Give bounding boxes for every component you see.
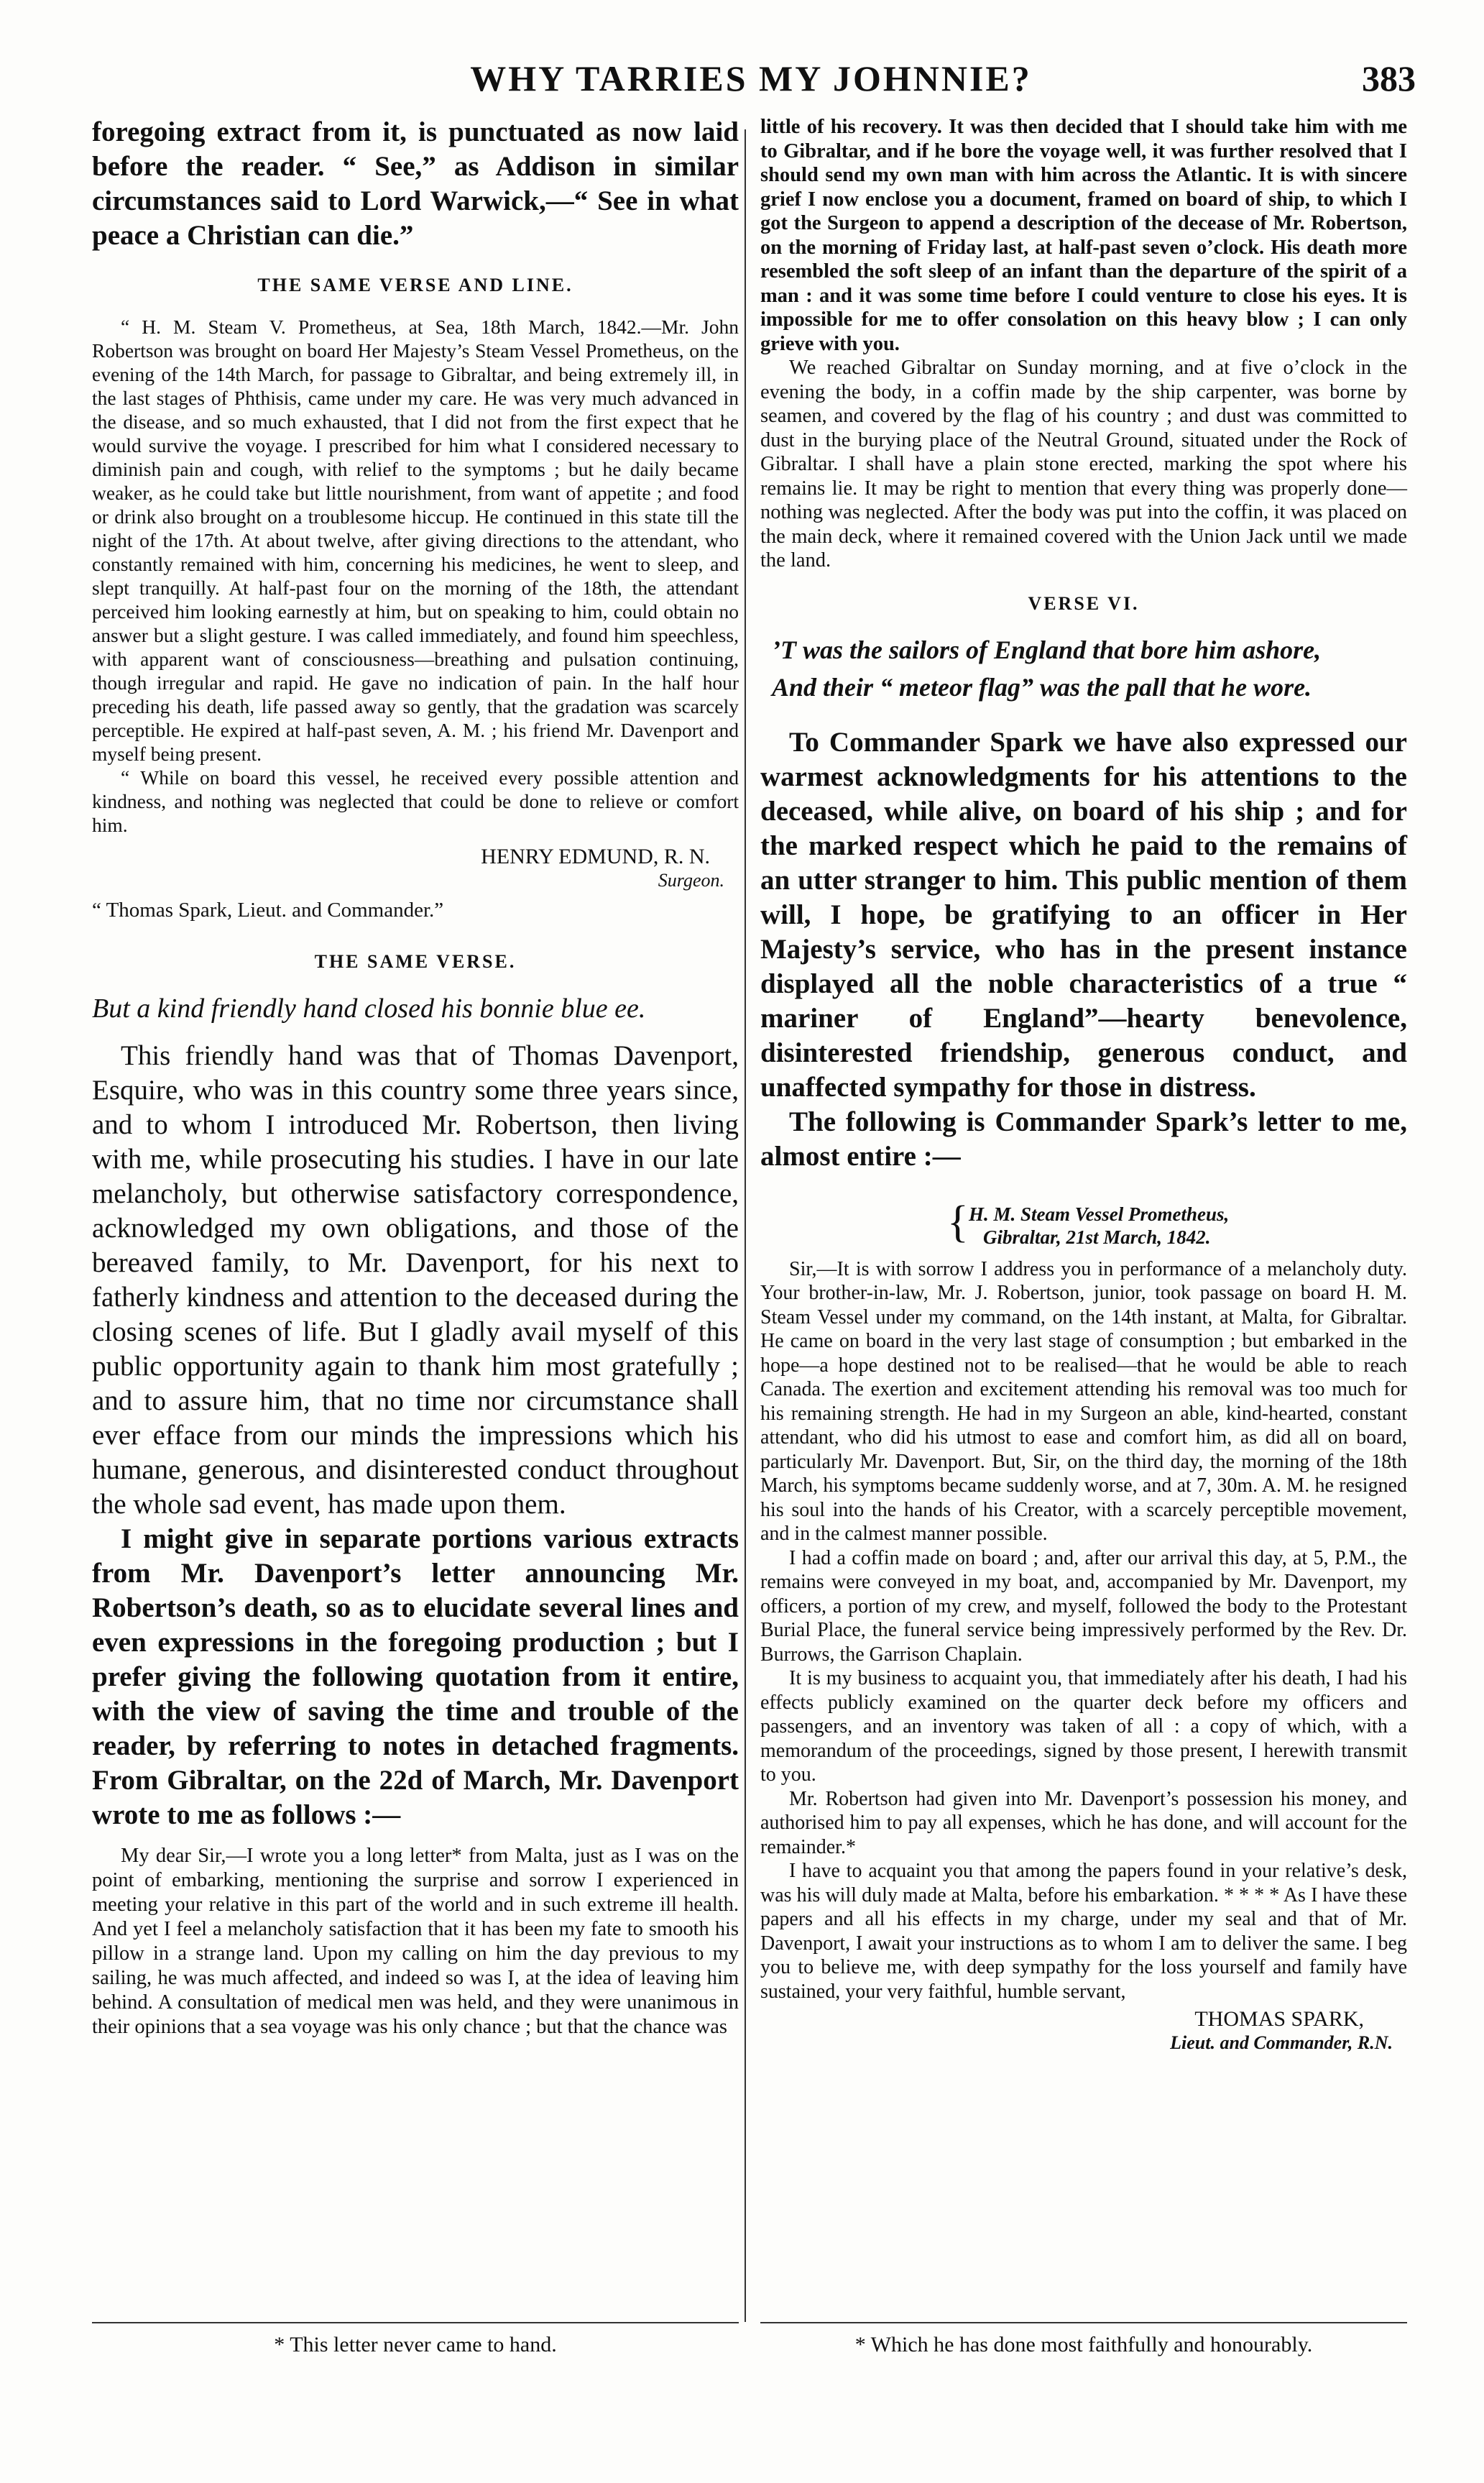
- spark-letter: Sir,—It is with sorrow I address you in performance of a melancholy duty. Your brother-in-law, Mr. J. Robertson, junior, took passage on board H. M. Steam Vessel under my command, on the 14th instant, at Malta, for Gibraltar. He came on board in the very last stage of consumption ; but embarked in the hope—a hope destined not to be realised—that he would be able to reach Canada. The exertion and excitement attending his removal was too much for his remaining strength. He had in my Surgeon an able, kind-hearted, constant attendant, who did his utmost to ease and comfort him, as did all on board, particularly Mr. Davenport. But, Sir, on the third day, the morning of the 18th March, his symptoms became suddenly worse, and at 7, 30m. A. M. he resigned his soul into the hands of his Creator, with a scarcely perceptible movement, and in the calmest manner possible.: [760, 1257, 1407, 1545]
- intro-paragraph: foregoing extract from it, is punctuated as now laid before the reader. “ See,” as Addison in similar circumstances said to Lord Warwick,—“ See in what peace a Christian can die.”: [92, 116, 739, 251]
- address-line: H. M. Steam Vessel Prometheus,: [969, 1203, 1230, 1225]
- brace: {: [947, 1197, 969, 1247]
- spark-letter: I had a coffin made on board ; and, after our arrival this day, at 5, P.M., the remains were conveyed in my boat, and, accompanied by Mr. Davenport, my officers, a portion of my crew, and myself, followed the body to the Protestant Burial Place, the funeral service being impressively performed by the Rev. Dr. Burrows, the Garrison Chaplain.: [760, 1546, 1407, 1666]
- spark-letter: It is my business to acquaint you, that immediately after his death, I had his effects publicly examined on the quarter deck before my officers and passengers, and an inventory was taken of all : a copy of which, with a memorandum of the proceedings, signed by those present, I herewith transmit to you.: [760, 1667, 1407, 1786]
- body-paragraph: I might give in separate portions various extracts from Mr. Davenport’s letter announcing Mr. Robertson’s death, so as to elucidate several lines and even expressions in the foregoing production ; but I prefer giving the following quotation from it entire, with the view of saving the time and trouble of the reader, by referring to notes in detached fragments. From Gibraltar, on the 22d of March, Mr. Davenport wrote to me as follows :—: [92, 1523, 739, 1830]
- footnote-rule: [760, 2322, 1407, 2323]
- body-paragraph: This friendly hand was that of Thomas Davenport, Esquire, who was in this country some three years since, and to whom I introduced Mr. Robertson, then living with me, while prosecuting his studies. I have in our late melancholy, but otherwise satisfactory correspondence, acknowledged my own obligations, and those of the bereaved family, to Mr. Davenport, for his next to fatherly kindness and attention to the deceased during the closing scenes of life. But I gladly avail myself of this public opportunity again to thank him most gratefully ; and to assure him, that no time nor circumstance shall ever efface from our minds the impressions which his humane, generous, and disinterested conduct throughout the whole sad event, has made upon them.: [92, 1040, 739, 1520]
- column-divider: [745, 129, 746, 2322]
- spark-signature: THOMAS SPARK,: [1194, 2007, 1364, 2031]
- left-column: [92, 115, 739, 2039]
- page-number: 383: [1362, 58, 1416, 98]
- page-header: [86, 56, 1416, 114]
- verse-line: ’T was the sailors of England that bore him ashore,: [772, 635, 1322, 664]
- body-paragraph: To Commander Spark we have also expressed our warmest acknowledgments for his attentions to the deceased, while alive, on board of his ship ; and for the marked respect which he paid to the remains of an utter stranger to him. This public mention of them will, I hope, be gratifying to an officer in Her Majesty’s service, who has in the present instance displayed all the noble characteristics of a true “ mariner of England”—hearty benevolence, disinterested friendship, generous conduct, and unaffected sympathy for those in distress.: [760, 726, 1407, 1103]
- surgeon-report: “ H. M. Steam V. Prometheus, at Sea, 18th March, 1842.—Mr. John Robertson was brought on board Her Majesty’s Steam Vessel Prometheus, on the evening of the 14th March, for passage to Gibraltar, and being extremely ill, in the last stages of Phthisis, came under my care. He was very much advanced in the disease, and so much exhausted, that I did not from the first expect that he would survive the voyage. I prescribed for him what I considered necessary to diminish pain and cough, with relief to the symptoms ; but he daily became weaker, as he could take but little nourishment, from want of appetite ; and food or drink also brought on a troublesome hiccup. He continued in this state till the night of the 17th. At about twelve, after giving directions to the attendant, who constantly remained with him, concerning his medicines, he went to sleep, and slept tranquilly. At half-past four on the morning of the 18th, the attendant perceived him looking earnestly at him, but on speaking to him, could obtain no answer but a slight gesture. I was called immediately, and found him speechless, with apparent want of consciousness—breathing and pulsation continuing, though irregular and rapid. He gave no indication of pain. In the half hour preceding his death, life passed away so gently, that the gradation was scarcely perceptible. He expired at half-past seven, A. M. ; his friend Mr. Davenport and myself being present.: [92, 316, 739, 765]
- report-signature: HENRY EDMUND, R. N.: [481, 845, 710, 868]
- report-role: Surgeon.: [658, 870, 724, 891]
- spark-role: Lieut. and Commander, R.N.: [1170, 2032, 1393, 2053]
- davenport-letter: My dear Sir,—I wrote you a long letter* from Malta, just as I was on the point of embarking, mentioning the surprise and sorrow I experienced in meeting your relative in this part of the world and in such extreme ill health. And yet I feel a melancholy satisfaction that it has been my fate to smooth his pillow in a strange land. Upon my calling on him the day previous to my sailing, he was much affected, and indeed so was I, at the idea of leaving him behind. A consultation of medical men was held, and they were unanimous in their opinions that a sea voyage was his only chance ; but that the chance was: [92, 1845, 739, 2038]
- footnote: * This letter never came to hand.: [274, 2333, 557, 2356]
- surgeon-report: “ While on board this vessel, he received every possible attention and kindness, and nothing was neglected that could be done to relieve or comfort him.: [92, 766, 739, 836]
- footnote: * Which he has done most faithfully and honourably.: [854, 2333, 1313, 2356]
- spark-letter: Mr. Robertson had given into Mr. Davenport’s possession his money, and authorised him to pay all expenses, which he has done, and will account for the remainder.*: [760, 1787, 1407, 1858]
- verse-line: And their “ meteor flag” was the pall that he wore.: [772, 672, 1312, 702]
- running-title: WHY TARRIES MY JOHNNIE?: [470, 58, 1032, 98]
- section-heading: VERSE VI.: [1028, 592, 1140, 614]
- davenport-letter-continued: We reached Gibraltar on Sunday morning, and at five o’clock in the evening the body, in a coffin made by the ship carpenter, was borne by seamen, and covered by the flag of his country ; and dust was committed to dust in the burying place of the Neutral Ground, situated under the Rock of Gibraltar. I shall have a plain stone erected, marking the spot where his remains lie. It may be right to mention that every thing was properly done—nothing was neglected. After the body was put into the coffin, it was placed on the main deck, where it remained covered with the Union Jack until we made the land.: [760, 357, 1407, 572]
- report-addressee: “ Thomas Spark, Lieut. and Commander.”: [92, 899, 444, 922]
- letter-address: [947, 1197, 1407, 1249]
- davenport-letter-continued: little of his recovery. It was then decided that I should take him with me to Gibraltar, and if he bore the voyage well, it was further resolved that I should send my own man with him across the Atlantic. It is with sincere grief I now enclose you a document, framed on board of ship, to which I got the Surgeon to append a description of the decease of Mr. Robertson, on the morning of Friday last, at half-past seven o’clock. His death more resembled the soft sleep of an infant than the departure of the spirit of a man : and it was some time before I could venture to close his eyes. It is impossible for me to offer consolation on this heavy blow ; I can only grieve with you.: [760, 116, 1407, 355]
- right-column: [760, 115, 1407, 2054]
- section-heading: THE SAME VERSE.: [314, 951, 517, 972]
- body-paragraph: The following is Commander Spark’s letter to me, almost entire :—: [760, 1106, 1407, 1172]
- spark-letter: I have to acquaint you that among the papers found in your relative’s desk, was his will duly made at Malta, before his embarkation. * * * * As I have these papers and all his effects in my charge, under my seal and that of Mr. Davenport, I await your instructions as to whom I am to deliver the same. I beg you to believe me, with deep sympathy for the loss yourself and family have sustained, your very faithful, humble servant,: [760, 1860, 1407, 2003]
- section-heading: THE SAME VERSE AND LINE.: [257, 275, 573, 295]
- footnote-rule: [92, 2322, 739, 2323]
- address-line: Gibraltar, 21st March, 1842.: [983, 1226, 1211, 1248]
- verse-line: But a kind friendly hand closed his bonnie blue ee.: [92, 993, 646, 1024]
